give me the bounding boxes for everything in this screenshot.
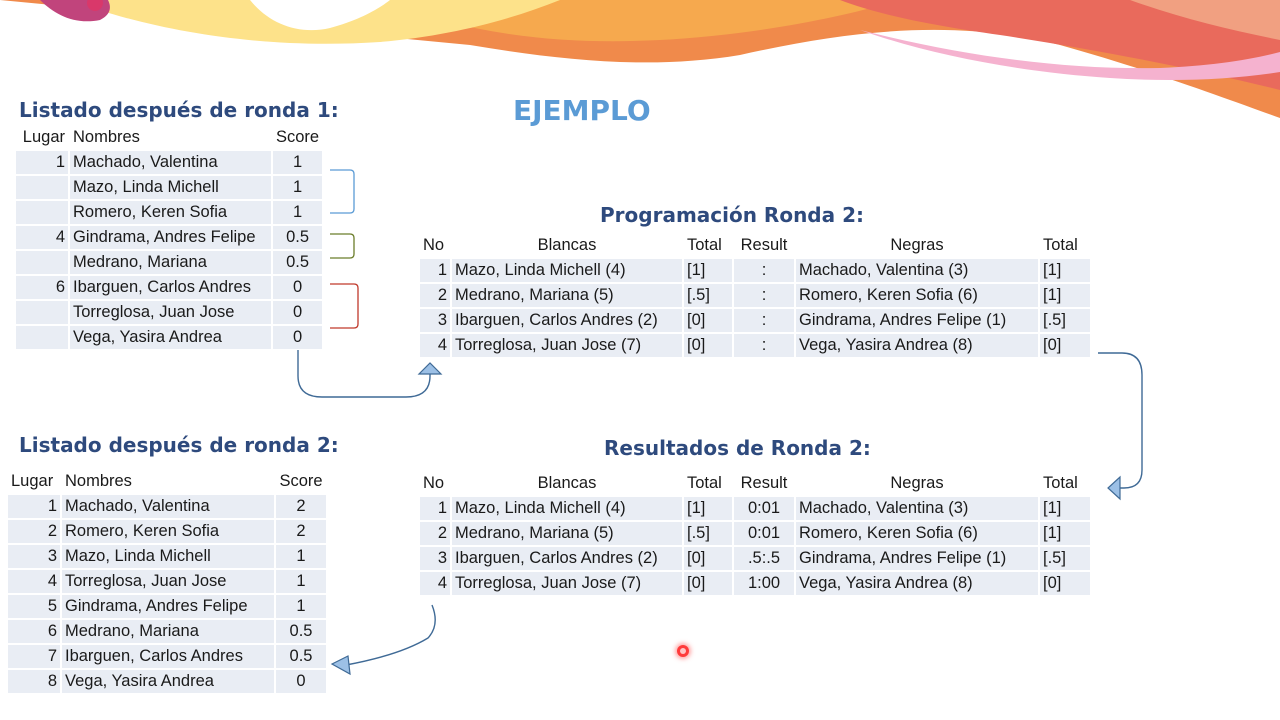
cell-score: 1	[273, 151, 322, 174]
header-lugar: Lugar	[8, 470, 60, 493]
cell-score: 1	[276, 570, 326, 593]
header-nombres: Nombres	[62, 470, 274, 493]
cell-blancas: Mazo, Linda Michell (4)	[452, 259, 682, 282]
cell-blancas: Mazo, Linda Michell (4)	[452, 497, 682, 520]
cell-blancas: Ibarguen, Carlos Andres (2)	[452, 547, 682, 570]
table-row	[420, 572, 1090, 595]
cell-nombre: Torreglosa, Juan Jose	[70, 301, 271, 324]
heading-listado-ronda-2: Listado después de ronda 2:	[19, 433, 339, 457]
cell-score: 1	[276, 595, 326, 618]
cell-nombre: Romero, Keren Sofia	[62, 520, 274, 543]
cell-lugar: 4	[16, 226, 68, 249]
cell-total-blancas: [0]	[684, 572, 732, 595]
cell-result: .5:.5	[734, 547, 794, 570]
table-row	[420, 309, 1090, 332]
cell-result: :	[734, 334, 794, 357]
cell-lugar: 5	[8, 595, 60, 618]
cell-score: 0.5	[276, 620, 326, 643]
table-row	[16, 201, 322, 224]
cell-no: 3	[420, 309, 450, 332]
cell-lugar: 6	[16, 276, 68, 299]
bracket-score-05	[330, 234, 354, 258]
table-row	[8, 620, 326, 643]
cell-negras: Machado, Valentina (3)	[796, 259, 1038, 282]
page-title: EJEMPLO	[513, 94, 651, 127]
cell-blancas: Medrano, Mariana (5)	[452, 522, 682, 545]
cell-score: 1	[276, 545, 326, 568]
table-row	[16, 226, 322, 249]
cell-total-negras: [0]	[1040, 334, 1090, 357]
header-score: Score	[273, 126, 322, 149]
cell-result: :	[734, 309, 794, 332]
header-lugar: Lugar	[16, 126, 68, 149]
arrow-programacion-to-resultados	[1098, 353, 1142, 488]
header-negras: Negras	[796, 472, 1038, 495]
cell-score: 0.5	[273, 251, 322, 274]
header-negras: Negras	[796, 234, 1038, 257]
cell-no: 2	[420, 284, 450, 307]
table-listado-ronda-1	[14, 124, 324, 351]
cell-no: 2	[420, 522, 450, 545]
arrow-listado-to-programacion	[298, 350, 430, 397]
table-listado-ronda-2	[6, 468, 328, 695]
table-row	[420, 259, 1090, 282]
cell-total-negras: [0]	[1040, 572, 1090, 595]
cell-lugar: 1	[8, 495, 60, 518]
header-no: No	[420, 234, 450, 257]
header-total-blancas: Total	[684, 234, 732, 257]
table-row	[8, 645, 326, 668]
cell-nombre: Vega, Yasira Andrea	[70, 326, 271, 349]
cell-nombre: Ibarguen, Carlos Andres	[70, 276, 271, 299]
cell-nombre: Gindrama, Andres Felipe	[70, 226, 271, 249]
cell-lugar	[16, 176, 68, 199]
bracket-score-0	[330, 284, 358, 328]
cell-no: 4	[420, 334, 450, 357]
heading-programacion-ronda-2: Programación Ronda 2:	[600, 203, 864, 227]
cell-score: 1	[273, 176, 322, 199]
cell-score: 0	[273, 326, 322, 349]
header-total-negras: Total	[1040, 234, 1090, 257]
cell-nombre: Torreglosa, Juan Jose	[62, 570, 274, 593]
header-result: Result	[734, 472, 794, 495]
cell-no: 1	[420, 259, 450, 282]
cell-total-blancas: [.5]	[684, 284, 732, 307]
table-row	[8, 670, 326, 693]
cell-negras: Romero, Keren Sofia (6)	[796, 522, 1038, 545]
cell-nombre: Gindrama, Andres Felipe	[62, 595, 274, 618]
heading-resultados-ronda-2: Resultados de Ronda 2:	[604, 436, 871, 460]
header-total-blancas: Total	[684, 472, 732, 495]
cell-lugar: 3	[8, 545, 60, 568]
table-row	[420, 497, 1090, 520]
cell-negras: Romero, Keren Sofia (6)	[796, 284, 1038, 307]
cell-total-negras: [1]	[1040, 522, 1090, 545]
cell-nombre: Romero, Keren Sofia	[70, 201, 271, 224]
cell-score: 2	[276, 495, 326, 518]
cell-result: 0:01	[734, 497, 794, 520]
header-nombres: Nombres	[70, 126, 271, 149]
table-programacion-ronda-2	[418, 232, 1092, 359]
cell-nombre: Mazo, Linda Michell	[62, 545, 274, 568]
cell-result: 0:01	[734, 522, 794, 545]
cell-total-blancas: [1]	[684, 497, 732, 520]
table-row	[16, 176, 322, 199]
cell-result: 1:00	[734, 572, 794, 595]
cell-score: 2	[276, 520, 326, 543]
cell-nombre: Machado, Valentina	[70, 151, 271, 174]
cell-total-negras: [1]	[1040, 497, 1090, 520]
table-row	[420, 547, 1090, 570]
cell-score: 0	[273, 301, 322, 324]
cell-nombre: Mazo, Linda Michell	[70, 176, 271, 199]
cell-no: 4	[420, 572, 450, 595]
cell-result: :	[734, 284, 794, 307]
table-row	[8, 545, 326, 568]
cell-total-negras: [.5]	[1040, 547, 1090, 570]
cell-nombre: Ibarguen, Carlos Andres	[62, 645, 274, 668]
cell-nombre: Medrano, Mariana	[62, 620, 274, 643]
table-row	[8, 495, 326, 518]
cell-lugar: 8	[8, 670, 60, 693]
table-row	[16, 301, 322, 324]
cell-lugar	[16, 201, 68, 224]
header-blancas: Blancas	[452, 234, 682, 257]
table-header-row	[420, 472, 1090, 495]
cell-lugar	[16, 251, 68, 274]
table-row	[8, 520, 326, 543]
cell-lugar: 4	[8, 570, 60, 593]
cell-total-blancas: [0]	[684, 309, 732, 332]
cell-lugar: 7	[8, 645, 60, 668]
arrowhead-up-icon	[419, 363, 441, 374]
cell-total-blancas: [0]	[684, 334, 732, 357]
table-row	[16, 251, 322, 274]
table-row	[8, 570, 326, 593]
arrowhead-left-icon	[1108, 477, 1120, 499]
cell-lugar	[16, 301, 68, 324]
cell-blancas: Torreglosa, Juan Jose (7)	[452, 334, 682, 357]
cell-negras: Gindrama, Andres Felipe (1)	[796, 547, 1038, 570]
cell-score: 0	[276, 670, 326, 693]
cell-total-negras: [.5]	[1040, 309, 1090, 332]
cell-score: 0.5	[273, 226, 322, 249]
header-result: Result	[734, 234, 794, 257]
table-row	[420, 334, 1090, 357]
cell-score: 0	[273, 276, 322, 299]
cell-total-blancas: [.5]	[684, 522, 732, 545]
cell-negras: Gindrama, Andres Felipe (1)	[796, 309, 1038, 332]
table-resultados-ronda-2	[418, 470, 1092, 597]
cell-total-negras: [1]	[1040, 284, 1090, 307]
header-blancas: Blancas	[452, 472, 682, 495]
cell-total-blancas: [1]	[684, 259, 732, 282]
cell-negras: Vega, Yasira Andrea (8)	[796, 334, 1038, 357]
arrowhead-left-icon	[332, 656, 350, 674]
table-row	[420, 284, 1090, 307]
header-no: No	[420, 472, 450, 495]
table-row	[16, 276, 322, 299]
table-row	[16, 151, 322, 174]
cell-negras: Machado, Valentina (3)	[796, 497, 1038, 520]
cell-nombre: Medrano, Mariana	[70, 251, 271, 274]
table-row	[16, 326, 322, 349]
cell-result: :	[734, 259, 794, 282]
cell-nombre: Vega, Yasira Andrea	[62, 670, 274, 693]
cell-score: 0.5	[276, 645, 326, 668]
cell-blancas: Medrano, Mariana (5)	[452, 284, 682, 307]
cell-lugar: 6	[8, 620, 60, 643]
table-header-row	[8, 470, 326, 493]
heading-listado-ronda-1: Listado después de ronda 1:	[19, 98, 339, 122]
cell-total-blancas: [0]	[684, 547, 732, 570]
table-row	[420, 522, 1090, 545]
header-total-negras: Total	[1040, 472, 1090, 495]
cell-lugar: 1	[16, 151, 68, 174]
cell-no: 1	[420, 497, 450, 520]
cell-total-negras: [1]	[1040, 259, 1090, 282]
cell-score: 1	[273, 201, 322, 224]
table-header-row	[420, 234, 1090, 257]
cell-nombre: Machado, Valentina	[62, 495, 274, 518]
cell-no: 3	[420, 547, 450, 570]
cell-blancas: Ibarguen, Carlos Andres (2)	[452, 309, 682, 332]
cell-blancas: Torreglosa, Juan Jose (7)	[452, 572, 682, 595]
header-score: Score	[276, 470, 326, 493]
table-header-row	[16, 126, 322, 149]
bracket-score-1	[330, 170, 354, 213]
arrow-resultados-to-listado	[346, 605, 435, 665]
cursor-pointer-icon	[677, 645, 689, 657]
cell-lugar: 2	[8, 520, 60, 543]
cell-lugar	[16, 326, 68, 349]
cell-negras: Vega, Yasira Andrea (8)	[796, 572, 1038, 595]
table-row	[8, 595, 326, 618]
